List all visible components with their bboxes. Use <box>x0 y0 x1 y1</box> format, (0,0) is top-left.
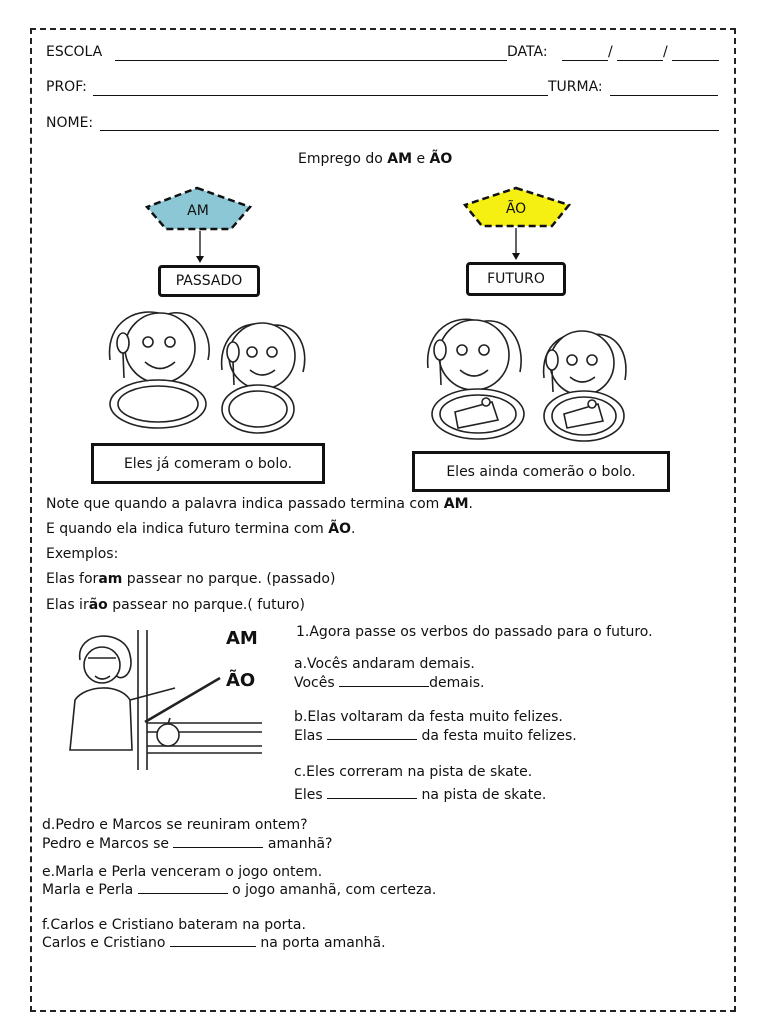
example-passado: Elas foram passear no parque. (passado) <box>46 571 336 587</box>
exercise-a-future: Vocês demais. <box>294 675 485 691</box>
futuro-box: FUTURO <box>466 262 566 296</box>
turma-label: TURMA: <box>548 79 603 95</box>
future-caption-box: Eles ainda comerão o bolo. <box>412 451 670 492</box>
exercise-a-past: a.Vocês andaram demais. <box>294 656 475 672</box>
exercise-b-future: Elas da festa muito felizes. <box>294 728 577 744</box>
answer-blank-a[interactable] <box>339 674 429 687</box>
date-separator: / <box>608 44 613 60</box>
exercise-c-future: Eles na pista de skate. <box>294 787 547 803</box>
page-title: Emprego do AM e ÃO <box>298 151 453 167</box>
exercise-instruction: 1.Agora passe os verbos do passado para o futuro. <box>296 624 653 640</box>
exercise-b-past: b.Elas voltaram da festa muito felizes. <box>294 709 563 725</box>
date-separator: / <box>663 44 668 60</box>
prof-label: PROF: <box>46 79 87 95</box>
children-cake-plates-illustration <box>428 319 626 441</box>
exercise-f-past: f.Carlos e Cristiano bateram na porta. <box>42 917 306 933</box>
answer-blank-b[interactable] <box>327 727 417 740</box>
teacher-board-illustration <box>50 620 275 780</box>
children-empty-plates-illustration <box>110 312 305 433</box>
board-am-label: AM <box>226 628 258 649</box>
note-futuro: E quando ela indica futuro termina com ÃO. <box>46 521 356 537</box>
exercise-d-past: d.Pedro e Marcos se reuniram ontem? <box>42 817 308 833</box>
answer-blank-d[interactable] <box>173 835 263 848</box>
answer-blank-f[interactable] <box>170 934 256 947</box>
exercise-e-past: e.Marla e Perla venceram o jogo ontem. <box>42 864 323 880</box>
answer-blank-e[interactable] <box>138 881 228 894</box>
examples-label: Exemplos: <box>46 546 119 562</box>
exercise-c-past: c.Eles correram na pista de skate. <box>294 764 533 780</box>
answer-blank-c[interactable] <box>327 786 417 799</box>
past-caption-box: Eles já comeram o bolo. <box>91 443 325 484</box>
exercise-d-future: Pedro e Marcos se amanhã? <box>42 836 333 852</box>
board-ao-label: ÃO <box>226 670 256 691</box>
nome-label: NOME: <box>46 115 94 131</box>
ao-pentagon-label: ÃO <box>505 201 527 217</box>
example-futuro: Elas irão passear no parque.( futuro) <box>46 597 305 613</box>
passado-box: PASSADO <box>158 265 260 297</box>
note-passado: Note que quando a palavra indica passado termina com AM. <box>46 496 473 512</box>
exercise-f-future: Carlos e Cristiano na porta amanhã. <box>42 935 386 951</box>
exercise-e-future: Marla e Perla o jogo amanhã, com certeza. <box>42 882 437 898</box>
escola-label: ESCOLA <box>46 44 103 60</box>
data-label: DATA: <box>507 44 548 60</box>
am-pentagon-label: AM <box>187 203 209 219</box>
